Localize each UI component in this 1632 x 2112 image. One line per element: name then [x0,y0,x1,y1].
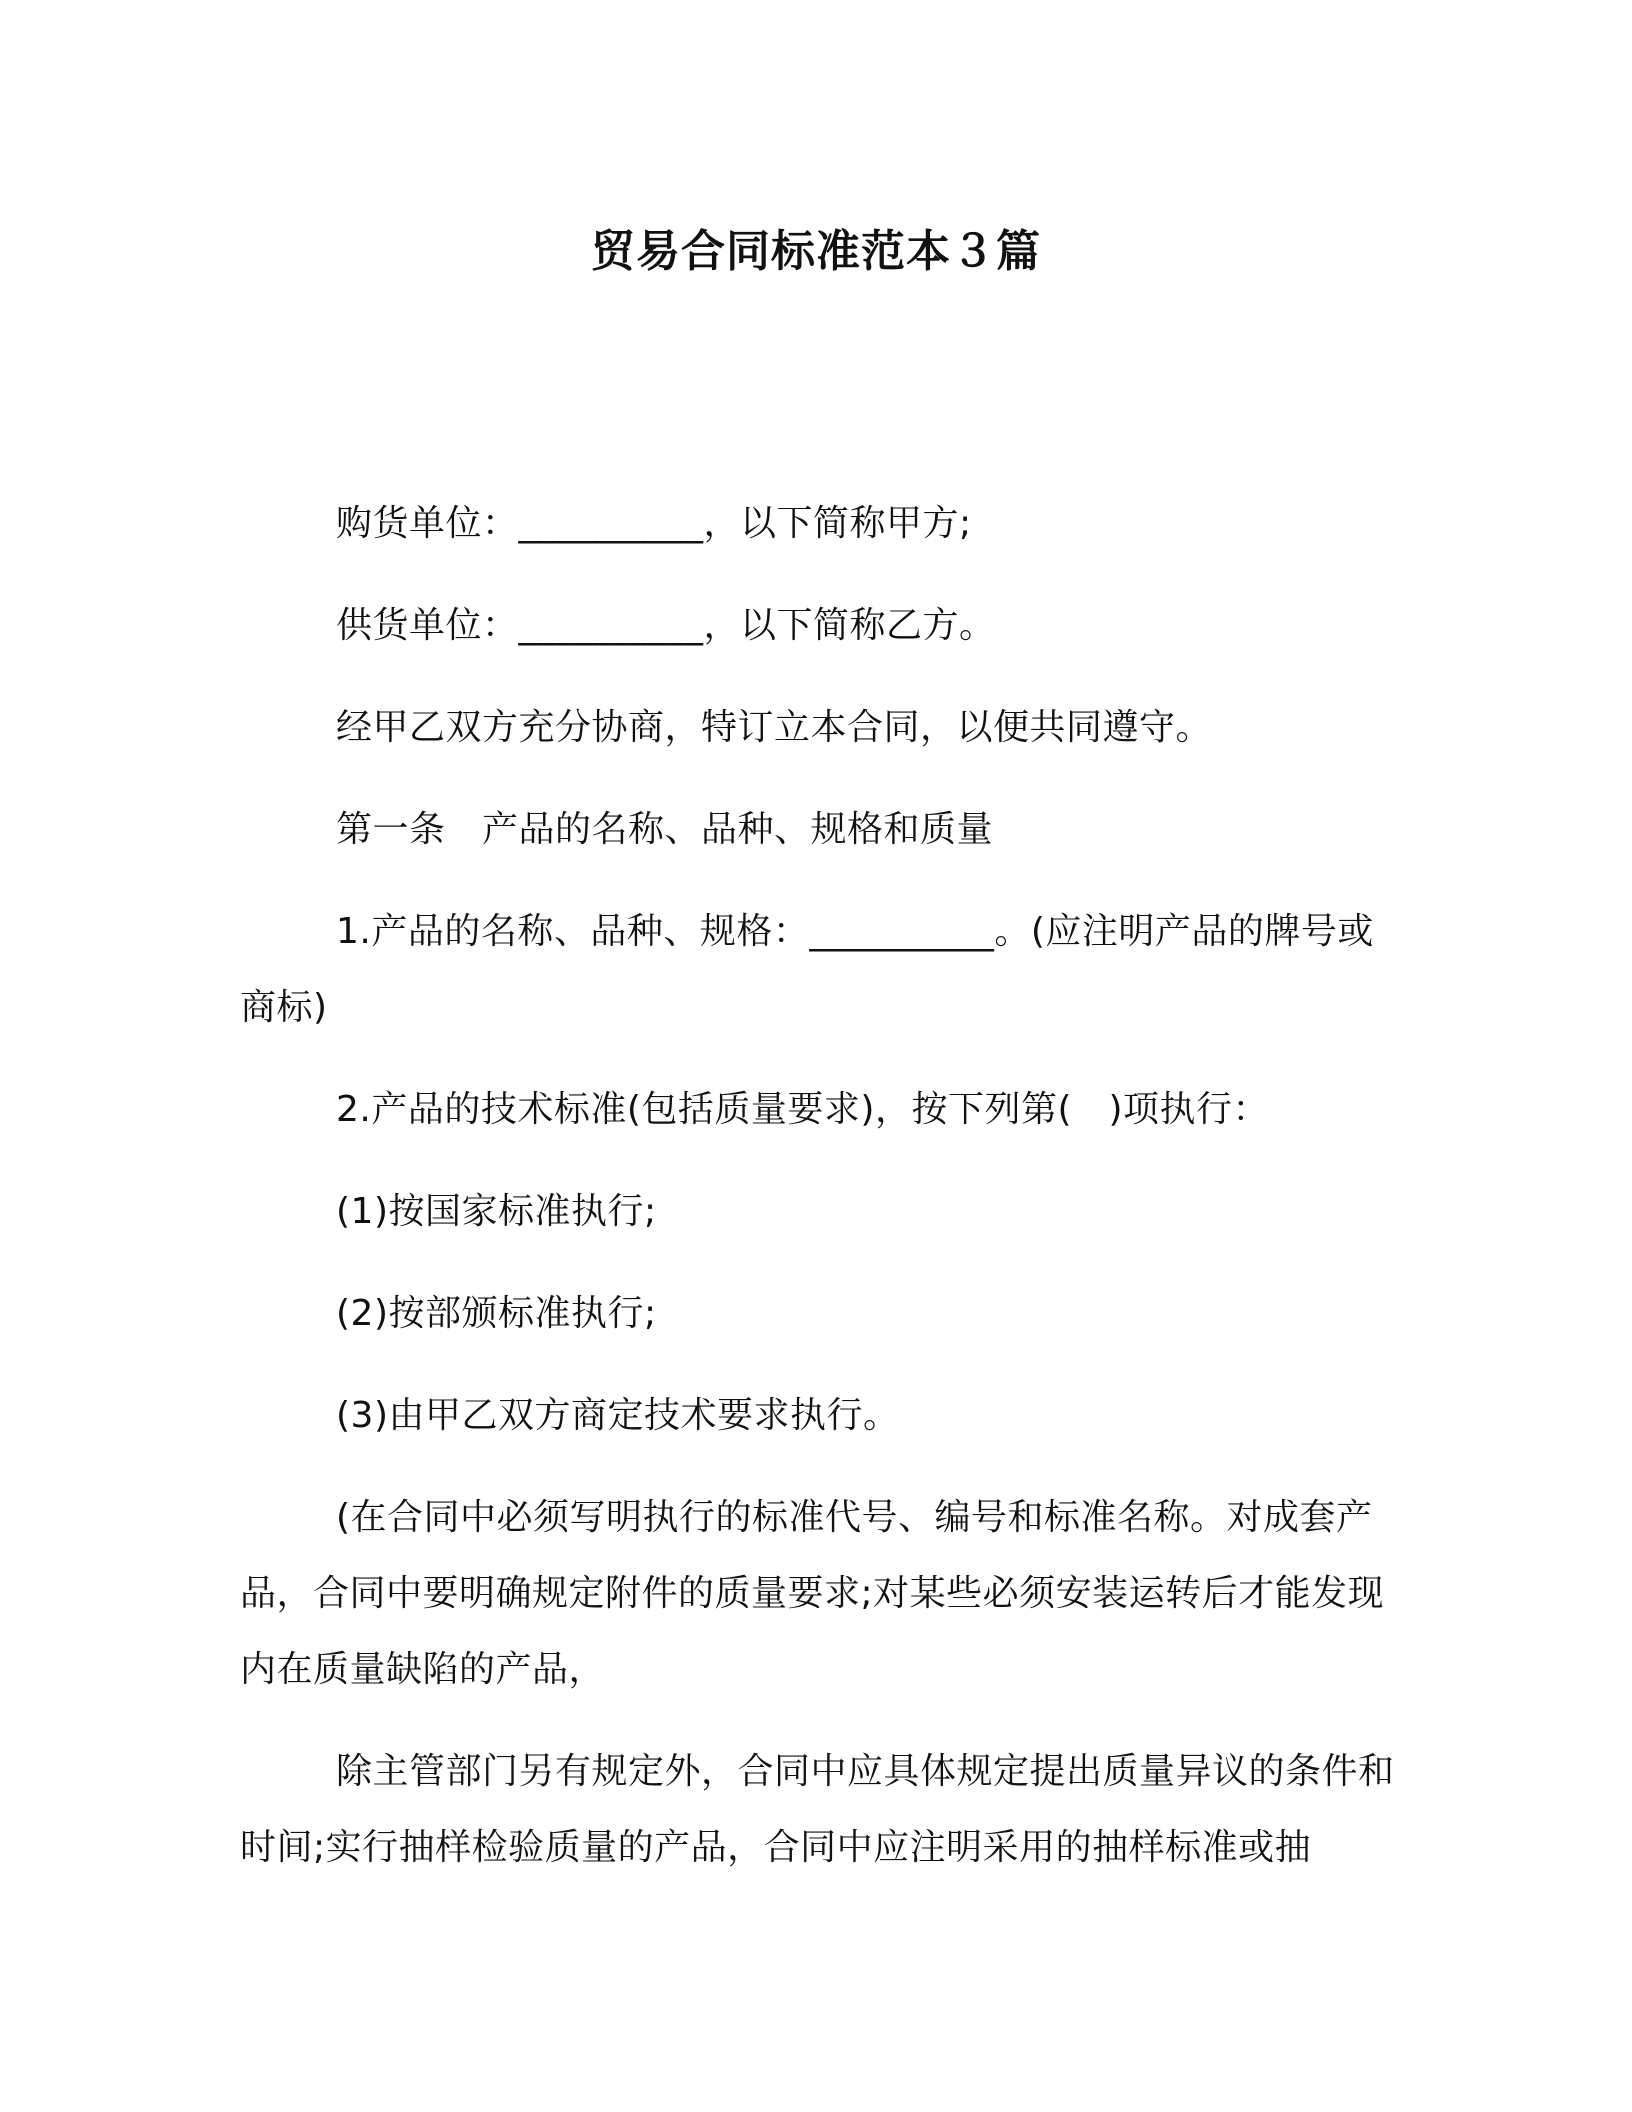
paragraph-option-1: (1)按国家标准执行; [336,1191,657,1232]
paragraph-agreement: 经甲乙双方充分协商，特订立本合同，以便共同遵守。 [336,707,1213,748]
paragraph-option-3: (3)由甲乙双方商定技术要求执行。 [336,1395,900,1436]
article-one-heading: 第一条 产品的名称、品种、规格和质量 [336,809,994,850]
paragraph-supplier: 供货单位：__________，以下简称乙方。 [336,605,996,646]
document-title: 贸易合同标准范本３篇 [591,226,1041,277]
paragraph-continuation: 除主管部门另有规定外，合同中应具体规定提出质量异议的条件和时间;实行抽样检验质量的产品，合同中应注明采用的抽样标准或抽 [240,1751,1395,1868]
paragraph-item-1: 1.产品的名称、品种、规格：__________。(应注明产品的牌号或商标) [240,911,1374,1028]
paragraph-item-2: 2.产品的技术标准(包括质量要求)，按下列第( )项执行： [336,1089,1270,1130]
paragraph-note: (在合同中必须写明执行的标准代号、编号和标准名称。对成套产品，合同中要明确规定附件的质量要求;对某些必须安装运转后才能发现内在质量缺陷的产品， [240,1497,1385,1690]
paragraph-option-2: (2)按部颁标准执行; [336,1293,657,1334]
paragraph-buyer: 购货单位：__________，以下简称甲方; [336,503,972,544]
